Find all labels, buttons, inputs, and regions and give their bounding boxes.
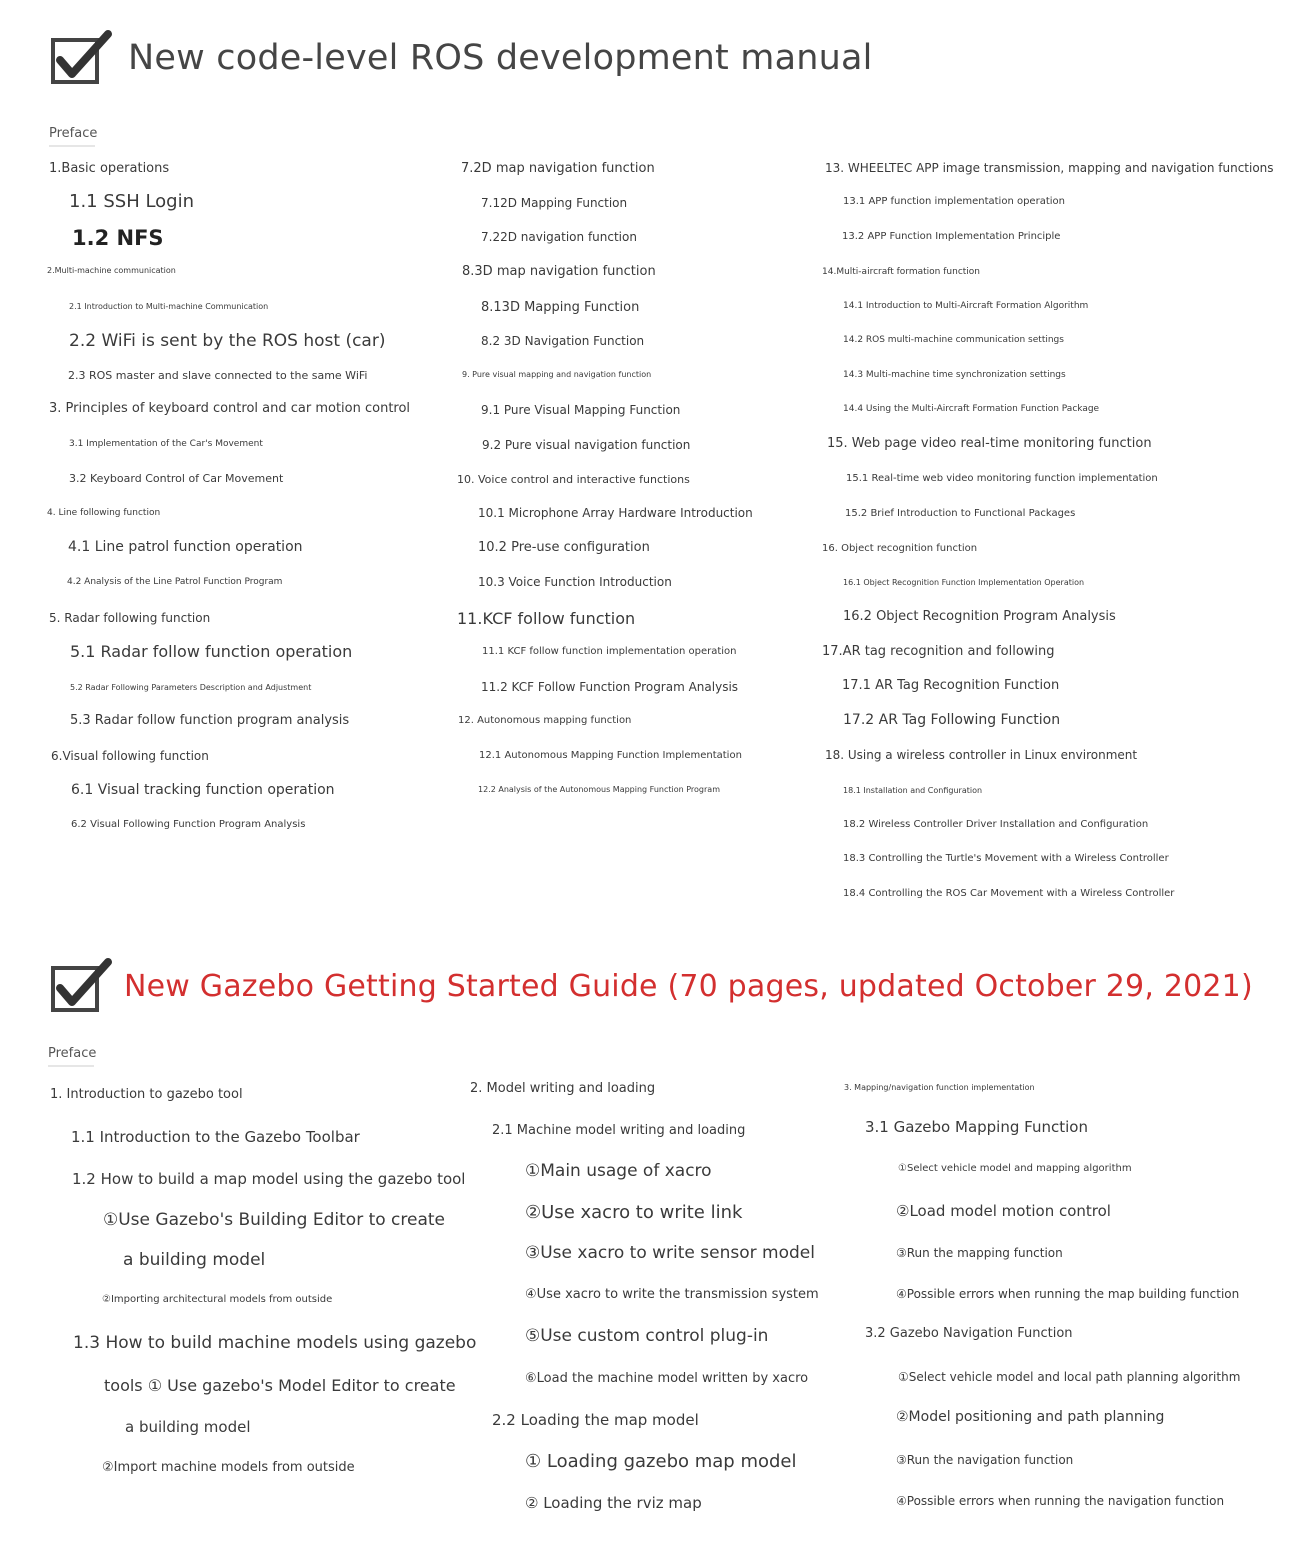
checkbox-checked-icon bbox=[50, 30, 112, 86]
toc-item[interactable]: 17.2 AR Tag Following Function bbox=[843, 712, 1061, 728]
toc-item[interactable]: 5.3 Radar follow function program analysis bbox=[70, 713, 350, 728]
toc-item[interactable]: 8.3D map navigation function bbox=[462, 264, 656, 279]
toc-item[interactable]: 18.4 Controlling the ROS Car Movement with a Wireless Controller bbox=[843, 888, 1175, 899]
toc-item[interactable]: 2.Multi-machine communication bbox=[47, 266, 176, 275]
manual2-title: New Gazebo Getting Started Guide (70 pages, updated October 29, 2021) bbox=[124, 968, 1253, 1004]
toc-item[interactable]: 2. Model writing and loading bbox=[470, 1081, 656, 1096]
toc-item[interactable]: 14.1 Introduction to Multi-Aircraft Formation Algorithm bbox=[843, 301, 1089, 311]
toc-item[interactable]: 1.Basic operations bbox=[49, 161, 170, 176]
toc-item[interactable]: 9.1 Pure Visual Mapping Function bbox=[481, 403, 681, 417]
toc-item[interactable]: ③Use xacro to write sensor model bbox=[525, 1243, 815, 1263]
toc-item[interactable]: ②Load model motion control bbox=[896, 1202, 1111, 1220]
manual1-title: New code-level ROS development manual bbox=[128, 38, 873, 78]
toc-item[interactable]: 11.KCF follow function bbox=[457, 609, 636, 628]
toc-item[interactable]: 9. Pure visual mapping and navigation function bbox=[462, 370, 652, 379]
toc-item[interactable]: tools ① Use gazebo's Model Editor to create bbox=[104, 1376, 456, 1395]
toc-item[interactable]: 3.1 Implementation of the Car's Movement bbox=[69, 439, 263, 449]
toc-item[interactable]: 16. Object recognition function bbox=[822, 543, 978, 554]
toc-item[interactable]: a building model bbox=[125, 1418, 251, 1436]
toc-item[interactable]: 2.1 Machine model writing and loading bbox=[492, 1123, 746, 1138]
toc-item[interactable]: 4.2 Analysis of the Line Patrol Function Program bbox=[67, 577, 283, 587]
toc-item[interactable]: 2.3 ROS master and slave connected to the same WiFi bbox=[68, 369, 368, 382]
toc-item[interactable]: 14.2 ROS multi-machine communication settings bbox=[843, 335, 1064, 345]
checkbox-checked-icon bbox=[50, 958, 112, 1014]
toc-item[interactable]: 1.1 Introduction to the Gazebo Toolbar bbox=[71, 1128, 360, 1146]
toc-item[interactable]: ②Use xacro to write link bbox=[525, 1202, 743, 1223]
toc-item[interactable]: 10.1 Microphone Array Hardware Introduction bbox=[478, 506, 753, 520]
toc-item[interactable]: 16.2 Object Recognition Program Analysis bbox=[843, 609, 1116, 624]
toc-item[interactable]: 1.1 SSH Login bbox=[69, 191, 195, 212]
manual1-heading bbox=[50, 30, 873, 86]
toc-item[interactable]: 13. WHEELTEC APP image transmission, mapping and navigation functions bbox=[825, 161, 1274, 175]
toc-item[interactable]: 11.2 KCF Follow Function Program Analysis bbox=[481, 680, 739, 694]
toc-item[interactable]: 3.2 Gazebo Navigation Function bbox=[865, 1326, 1073, 1341]
toc-item[interactable]: 14.Multi-aircraft formation function bbox=[822, 267, 981, 277]
toc-item[interactable]: 7.22D navigation function bbox=[481, 230, 637, 244]
toc-item[interactable]: 1. Introduction to gazebo tool bbox=[50, 1087, 243, 1102]
toc-item[interactable]: 18. Using a wireless controller in Linux environment bbox=[825, 748, 1138, 762]
toc-item[interactable]: 4.1 Line patrol function operation bbox=[68, 539, 303, 555]
toc-item[interactable]: 6.2 Visual Following Function Program Analysis bbox=[71, 819, 306, 830]
toc-item[interactable]: 7.12D Mapping Function bbox=[481, 196, 628, 210]
toc-item[interactable]: ①Use Gazebo's Building Editor to create bbox=[103, 1210, 446, 1230]
toc-item[interactable]: 3. Principles of keyboard control and car motion control bbox=[49, 401, 411, 416]
toc-item[interactable]: 6.Visual following function bbox=[51, 749, 209, 763]
manual1-preface[interactable]: Preface bbox=[49, 126, 98, 141]
toc-item[interactable]: ②Importing architectural models from outside bbox=[102, 1294, 333, 1305]
toc-item[interactable]: 16.1 Object Recognition Function Implementation Operation bbox=[843, 578, 1085, 587]
toc-item[interactable]: ③Run the mapping function bbox=[896, 1246, 1063, 1260]
toc-item[interactable]: 12. Autonomous mapping function bbox=[458, 715, 632, 726]
toc-item[interactable]: 17.AR tag recognition and following bbox=[822, 644, 1055, 659]
toc-item[interactable]: 3.1 Gazebo Mapping Function bbox=[865, 1118, 1088, 1136]
toc-item[interactable]: 5.1 Radar follow function operation bbox=[70, 642, 353, 661]
toc-item[interactable]: 7.2D map navigation function bbox=[461, 161, 655, 176]
toc-item[interactable]: ⑤Use custom control plug-in bbox=[525, 1326, 769, 1346]
toc-item[interactable]: 14.4 Using the Multi-Aircraft Formation Function Package bbox=[843, 404, 1100, 414]
toc-item[interactable]: 15.2 Brief Introduction to Functional Packages bbox=[845, 508, 1076, 519]
toc-item[interactable]: a building model bbox=[123, 1250, 266, 1270]
toc-item[interactable]: 18.1 Installation and Configuration bbox=[843, 786, 983, 795]
toc-item[interactable]: 11.1 KCF follow function implementation operation bbox=[482, 646, 737, 657]
toc-item[interactable]: 10.2 Pre-use configuration bbox=[478, 540, 650, 555]
toc-item[interactable]: ① Loading gazebo map model bbox=[525, 1451, 797, 1472]
toc-item[interactable]: 2.2 Loading the map model bbox=[492, 1411, 699, 1429]
toc-item[interactable]: 18.2 Wireless Controller Driver Installation and Configuration bbox=[843, 819, 1149, 830]
toc-item[interactable]: ①Main usage of xacro bbox=[525, 1161, 712, 1181]
toc-item[interactable]: ①Select vehicle model and mapping algorithm bbox=[898, 1163, 1132, 1174]
toc-item[interactable]: 1.3 How to build machine models using gazebo bbox=[73, 1333, 477, 1353]
toc-item[interactable]: 13.2 APP Function Implementation Principle bbox=[842, 231, 1061, 242]
toc-item[interactable]: 8.13D Mapping Function bbox=[481, 300, 640, 315]
toc-item[interactable]: 14.3 Multi-machine time synchronization settings bbox=[843, 370, 1066, 380]
toc-item[interactable]: 8.2 3D Navigation Function bbox=[481, 334, 645, 348]
toc-item[interactable]: 12.2 Analysis of the Autonomous Mapping Function Program bbox=[478, 785, 720, 794]
toc-item[interactable]: 9.2 Pure visual navigation function bbox=[482, 438, 691, 452]
toc-item[interactable]: 15. Web page video real-time monitoring function bbox=[827, 436, 1152, 451]
toc-item[interactable]: 6.1 Visual tracking function operation bbox=[71, 782, 335, 798]
toc-item[interactable]: ④Possible errors when running the map building function bbox=[896, 1287, 1240, 1301]
manual2-preface[interactable]: Preface bbox=[48, 1046, 97, 1061]
toc-item[interactable]: 1.2 NFS bbox=[72, 226, 164, 250]
toc-item[interactable]: 15.1 Real-time web video monitoring function implementation bbox=[846, 473, 1158, 484]
toc-item[interactable]: ④Possible errors when running the navigation function bbox=[896, 1494, 1225, 1508]
toc-item[interactable]: 10. Voice control and interactive functions bbox=[457, 473, 690, 486]
toc-item[interactable]: 12.1 Autonomous Mapping Function Implementation bbox=[479, 750, 742, 761]
toc-item[interactable]: 2.2 WiFi is sent by the ROS host (car) bbox=[69, 331, 386, 351]
toc-item[interactable]: 13.1 APP function implementation operation bbox=[843, 196, 1065, 207]
toc-item[interactable]: ①Select vehicle model and local path planning algorithm bbox=[898, 1370, 1241, 1384]
toc-item[interactable]: 3. Mapping/navigation function implementation bbox=[844, 1083, 1035, 1092]
manual2-heading bbox=[50, 958, 1253, 1014]
toc-item[interactable]: ⑥Load the machine model written by xacro bbox=[525, 1371, 809, 1386]
toc-item[interactable]: ③Run the navigation function bbox=[896, 1453, 1074, 1467]
toc-item[interactable]: ② Loading the rviz map bbox=[525, 1494, 702, 1512]
toc-item[interactable]: 4. Line following function bbox=[47, 508, 161, 518]
toc-item[interactable]: 18.3 Controlling the Turtle's Movement with a Wireless Controller bbox=[843, 853, 1169, 864]
toc-item[interactable]: 17.1 AR Tag Recognition Function bbox=[842, 678, 1060, 693]
toc-item[interactable]: 2.1 Introduction to Multi-machine Communication bbox=[69, 302, 269, 311]
toc-item[interactable]: ④Use xacro to write the transmission system bbox=[525, 1287, 819, 1302]
toc-item[interactable]: ②Import machine models from outside bbox=[102, 1460, 355, 1475]
toc-item[interactable]: ②Model positioning and path planning bbox=[896, 1409, 1165, 1425]
toc-item[interactable]: 5. Radar following function bbox=[49, 611, 211, 625]
toc-item[interactable]: 10.3 Voice Function Introduction bbox=[478, 575, 672, 589]
toc-item[interactable]: 5.2 Radar Following Parameters Description and Adjustment bbox=[70, 683, 312, 692]
toc-item[interactable]: 3.2 Keyboard Control of Car Movement bbox=[69, 472, 284, 485]
toc-item[interactable]: 1.2 How to build a map model using the gazebo tool bbox=[72, 1170, 466, 1188]
